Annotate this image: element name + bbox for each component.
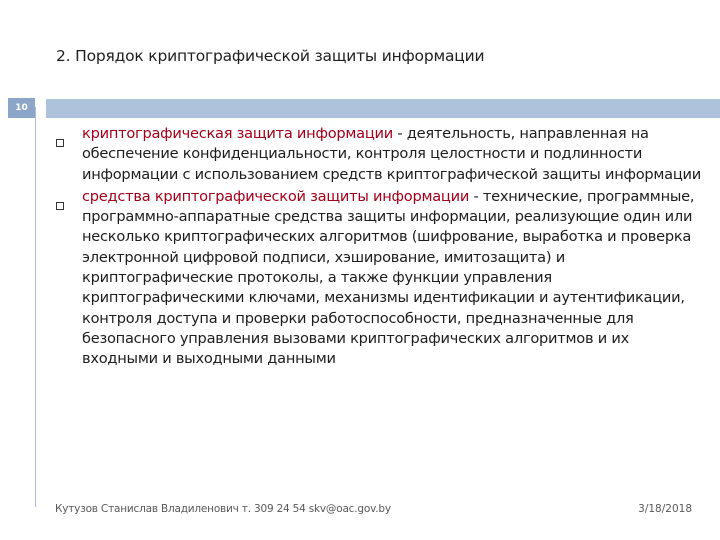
slide-title: 2. Порядок криптографической защиты информации [56, 47, 485, 65]
square-bullet-icon [56, 139, 64, 147]
bullet-term: криптографическая защита информации [82, 125, 393, 142]
bullet-definition: - деятельность, направленная на обеспечение конфиденциальности, контроля целостности и подлинности информации с использованием средств криптографической защиты информации [82, 125, 702, 183]
bullet-item [56, 187, 706, 370]
footer-date: 3/18/2018 [638, 503, 692, 515]
bullet-text [82, 124, 702, 185]
bullet-definition: - технические, программные, программно-аппаратные средства защиты информации, реализующие один или несколько криптографических алгоритмов (шифрование, выработка и проверка электронной цифровой подписи, хэширование, имитозащита) и криптографические протоколы, а также функции управления криптографическими ключами, механизмы идентификации и аутентификации, контроля доступа и проверки работоспособности, предназначенные для безопасного управления вызовами криптографических алгоритмов и их входными и выходными данными [82, 187, 695, 368]
footer-author-contact: Кутузов Станислав Владиленович т. 309 24 54 skv@oac.gov.by [55, 503, 391, 515]
bullet-item [56, 124, 706, 185]
slide-number: 10 [8, 98, 35, 118]
header-band [46, 99, 720, 118]
square-bullet-icon [56, 202, 64, 210]
bullet-list [56, 124, 706, 372]
bullet-text [82, 187, 702, 370]
left-border-line [35, 107, 36, 507]
bullet-term: средства криптографической защиты информации [82, 187, 470, 205]
